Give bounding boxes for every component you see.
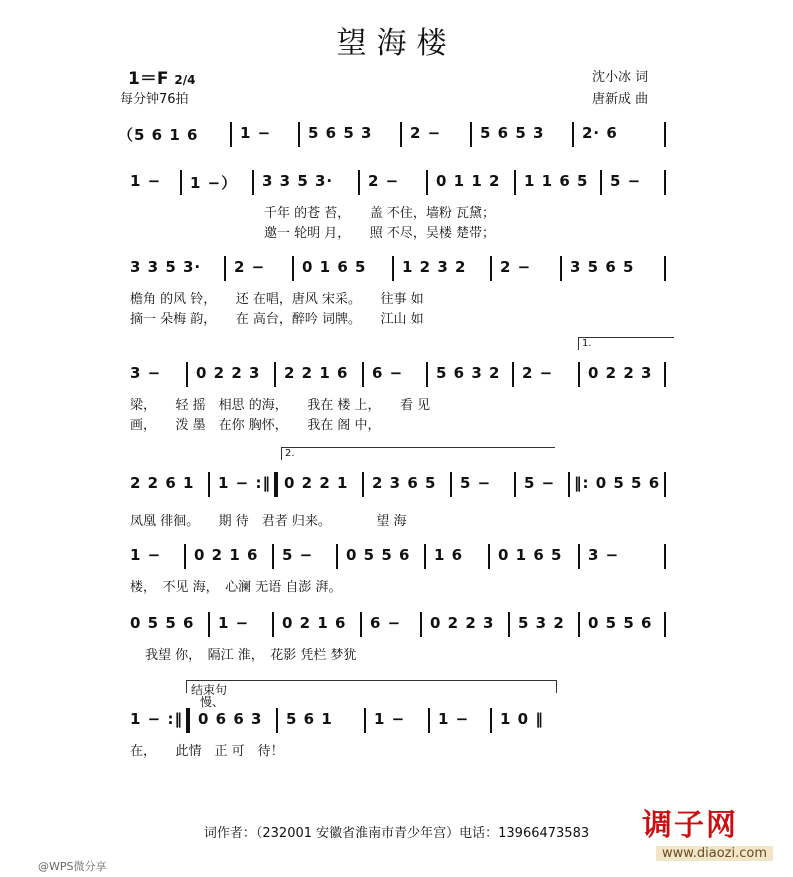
measure: 6 − (370, 614, 402, 632)
measure: 2 3 6 5 (372, 474, 437, 492)
lyric-line: 楼， 不见 海， 心澜 无语 自澎 湃。 (130, 580, 342, 595)
measure: 0 2 2 3 (196, 364, 261, 382)
lyricist-credit: 沈小冰 词 (592, 70, 649, 85)
barline (428, 708, 430, 733)
score-row-5 (110, 544, 683, 570)
score-row-7 (110, 708, 683, 734)
barline (276, 708, 278, 733)
key-signature (128, 64, 195, 89)
score-row-3 (110, 362, 683, 388)
tempo-marking: 每分钟76拍 (120, 92, 189, 107)
barline (664, 362, 666, 387)
measure: 1 6 (434, 546, 464, 564)
song-title: 望海楼 (336, 26, 457, 61)
barline (298, 122, 300, 147)
lyric-line: 千年 的苍 苔， 盖 不住，墙粉 瓦黛； (264, 206, 496, 221)
tempo-slow-mark: 慢、 (200, 695, 225, 709)
measure: 6 − (372, 364, 404, 382)
barline (362, 472, 364, 497)
barline (292, 256, 294, 281)
measure: 0 1 1 2 (436, 172, 501, 190)
composer-credit: 唐新成 曲 (592, 92, 649, 107)
barline (664, 612, 666, 637)
measure: 1 0 ‖ (500, 710, 544, 728)
time-signature: 2/4 (174, 73, 196, 87)
measure: 2 − (410, 124, 442, 142)
measure: 0 2 2 3 (430, 614, 495, 632)
measure: 1 2 3 2 (402, 258, 467, 276)
measure: 5 − (524, 474, 556, 492)
measure: 3 − (130, 364, 162, 382)
barline (274, 362, 276, 387)
measure: 1 1 6 5 (524, 172, 589, 190)
volta-bracket: 2. (281, 447, 555, 460)
barline (208, 472, 210, 497)
measure: 5 6 1 (286, 710, 333, 728)
measure: 1 − (218, 614, 250, 632)
barline (420, 612, 422, 637)
site-watermark-logo: 调子网 (642, 808, 738, 843)
measure: 2 2 1 6 (284, 364, 349, 382)
barline (180, 170, 182, 195)
repeat-end-barline (274, 472, 278, 497)
measure: ‖: 0 5 5 6 (574, 474, 661, 492)
wps-share-watermark: @WPS微分享 (38, 860, 107, 873)
score-row-0 (110, 122, 683, 148)
barline (272, 612, 274, 637)
barline (578, 612, 580, 637)
barline (470, 122, 472, 147)
lyric-line: 在， 此情 正 可 待！ (130, 744, 284, 759)
barline (490, 708, 492, 733)
score-row-1 (110, 170, 683, 196)
barline (424, 544, 426, 569)
measure: 5 3 2 (518, 614, 565, 632)
barline (358, 170, 360, 195)
barline (560, 256, 562, 281)
lyric-line: 檐角 的风 铃， 还 在唱，唐风 宋采。 往事 如 (130, 292, 424, 307)
measure: 2 2 6 1 (130, 474, 195, 492)
measure: 0 6 6 3 (198, 710, 263, 728)
measure: 1 − :‖ (218, 474, 271, 492)
barline (208, 612, 210, 637)
lyric-line: 我望 你， 隔江 淮， 花影 凭栏 梦犹 (145, 648, 357, 663)
measure: 5 6 3 2 (436, 364, 501, 382)
barline (664, 122, 666, 147)
measure: 0 5 5 6 (346, 546, 411, 564)
score-row-2 (110, 256, 683, 282)
key-label: 1＝F (128, 69, 169, 89)
barline (572, 122, 574, 147)
measure: 5 − (282, 546, 314, 564)
volta-bracket: 1. (578, 337, 674, 350)
measure: 3 5 6 5 (570, 258, 635, 276)
barline (514, 472, 516, 497)
barline (508, 612, 510, 637)
measure: 2· 6 (582, 124, 618, 142)
lyric-line: 凤凰 徘徊。 期 待 君者 归来。 望 海 (130, 514, 407, 529)
barline (230, 122, 232, 147)
ending-bracket: 结束句 (186, 680, 557, 693)
measure: 1 − (130, 546, 162, 564)
barline (490, 256, 492, 281)
measure: 0 2 1 6 (282, 614, 347, 632)
barline (488, 544, 490, 569)
barline (664, 472, 666, 497)
measure: 0 2 2 1 (284, 474, 349, 492)
measure: 2 − (234, 258, 266, 276)
measure: 5 − (460, 474, 492, 492)
barline (664, 256, 666, 281)
measure: 1 − :‖ (130, 710, 183, 728)
measure: 0 2 1 6 (194, 546, 259, 564)
barline (600, 170, 602, 195)
measure: 3 3 5 3· (262, 172, 334, 190)
repeat-end-barline (186, 708, 190, 733)
measure: 5 6 5 3 (308, 124, 373, 142)
barline (664, 544, 666, 569)
lyric-line: 摘一 朵梅 韵， 在 高台，醉吟 词牌。 江山 如 (130, 312, 424, 327)
measure: 1 − (130, 172, 162, 190)
barline (512, 362, 514, 387)
barline (392, 256, 394, 281)
barline (336, 544, 338, 569)
measure: 5 6 5 3 (480, 124, 545, 142)
score-row-6 (110, 612, 683, 638)
measure: 1 − (438, 710, 470, 728)
lyric-line: 邀一 轮明 月， 照 不尽，吴楼 楚带； (264, 226, 496, 241)
lyric-line: 画， 泼 墨 在你 胸怀， 我在 阁 中， (130, 418, 381, 433)
barline (362, 362, 364, 387)
measure: 0 5 5 6 (130, 614, 195, 632)
barline (364, 708, 366, 733)
measure: 1 −） (190, 174, 238, 192)
barline (272, 544, 274, 569)
measure: （5 6 1 6 (118, 126, 199, 144)
measure: 0 1 6 5 (302, 258, 367, 276)
measure: 1 − (240, 124, 272, 142)
barline (186, 362, 188, 387)
barline (252, 170, 254, 195)
barline (184, 544, 186, 569)
barline (568, 472, 570, 497)
lyricist-contact: 词作者：（232001 安徽省淮南市青少年宫）电话：13966473583 (203, 826, 590, 841)
measure: 3 3 5 3· (130, 258, 202, 276)
barline (426, 170, 428, 195)
score-row-4 (110, 472, 683, 498)
measure: 0 2 2 3 (588, 364, 653, 382)
measure: 2 − (500, 258, 532, 276)
barline (450, 472, 452, 497)
measure: 2 − (522, 364, 554, 382)
barline (400, 122, 402, 147)
site-watermark-url: www.diaozi.com (656, 846, 773, 861)
lyric-line: 梁， 轻 摇 相思 的海， 我在 楼 上， 看 见 (130, 398, 431, 413)
barline (578, 362, 580, 387)
measure: 0 1 6 5 (498, 546, 563, 564)
measure: 1 − (374, 710, 406, 728)
barline (664, 170, 666, 195)
measure: 3 − (588, 546, 620, 564)
measure: 0 5 5 6 (588, 614, 653, 632)
barline (578, 544, 580, 569)
barline (514, 170, 516, 195)
barline (426, 362, 428, 387)
measure: 5 − (610, 172, 642, 190)
barline (224, 256, 226, 281)
barline (360, 612, 362, 637)
measure: 2 − (368, 172, 400, 190)
